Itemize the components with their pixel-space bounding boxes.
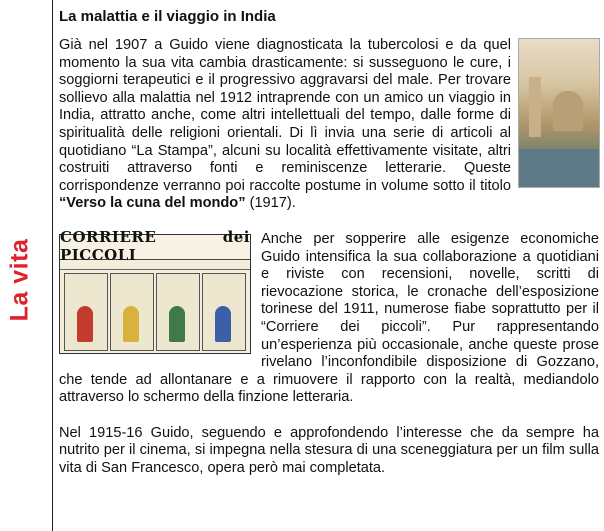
book-water-shape bbox=[519, 149, 599, 187]
comic-panel bbox=[64, 273, 108, 351]
side-title bbox=[2, 240, 38, 320]
side-title-text: La vita bbox=[5, 238, 34, 322]
comic-figure bbox=[123, 306, 139, 342]
paragraph-collaboration bbox=[59, 228, 599, 407]
book-cover-image bbox=[519, 39, 599, 187]
article bbox=[59, 8, 599, 496]
section-heading: La malattia e il viaggio in India bbox=[59, 8, 276, 25]
paragraph-collaboration-text: Anche per sopperire alle esigenze economiche Guido intensifica la sua collaborazione a quotidiani e riviste con recensioni, novelle, scritti di rievocazione storica, le cronache dell’esposizione torinese del 1911, numerose fiabe soprattutto per il “Corriere dei piccoli”. Pur rappresentando un’esperienza più occasionale, anche queste prose rivelano l’inconfondibile disposizione di Gozzano, che tende ad allontanare e a rimuovere il rapporto con la realtà, mediandolo attraverso lo schermo della finzione letteraria. bbox=[59, 230, 599, 406]
corriere-masthead: CORRIERE dei PICCOLI bbox=[60, 228, 250, 264]
paragraph-india bbox=[59, 37, 599, 213]
paragraph-cinema: Nel 1915-16 Guido, seguendo e approfondendo l’interesse che da sempre ha nutrito per il cinema, si impegna nella stesura di una sceneggiatura per un film sulla vita di San Francesco, opera però mai completata. bbox=[59, 424, 599, 477]
book-tower-shape bbox=[529, 77, 541, 137]
book-dome-shape bbox=[553, 91, 583, 131]
corriere-dei-piccoli-image bbox=[59, 228, 251, 354]
paragraph-india-text: Già nel 1907 a Guido viene diagnosticata la tubercolosi e da quel momento la sua vita cambia drasticamente: si susseguono le cure, i soggiorni terapeutici e il progressivo aggravarsi del male. Per trovare sollievo alla malattia nel 1912 intraprende con un amico un viaggio in India, attratto anche, come altri intellettuali del tempo, dalle forme di spiritualità delle religioni orientali. Di lì invia una serie di articoli al quotidiano “La Stampa”, alcuni su località effettivamente visitate, altri costruiti attraverso fonti e reminiscenze letterarie. Queste corrispondenze verranno poi raccolte postume in volume sotto il titolo bbox=[59, 37, 511, 194]
comic-figure bbox=[215, 306, 231, 342]
comic-panel bbox=[202, 273, 246, 351]
vertical-divider bbox=[52, 0, 53, 531]
comic-panel bbox=[110, 273, 154, 351]
comic-figure bbox=[77, 306, 93, 342]
paragraph-india-end: (1917). bbox=[245, 195, 296, 212]
book-title: “Verso la cuna del mondo” bbox=[59, 195, 246, 212]
corriere-info-strip bbox=[60, 260, 250, 270]
comic-figure bbox=[169, 306, 185, 342]
comic-panel bbox=[156, 273, 200, 351]
